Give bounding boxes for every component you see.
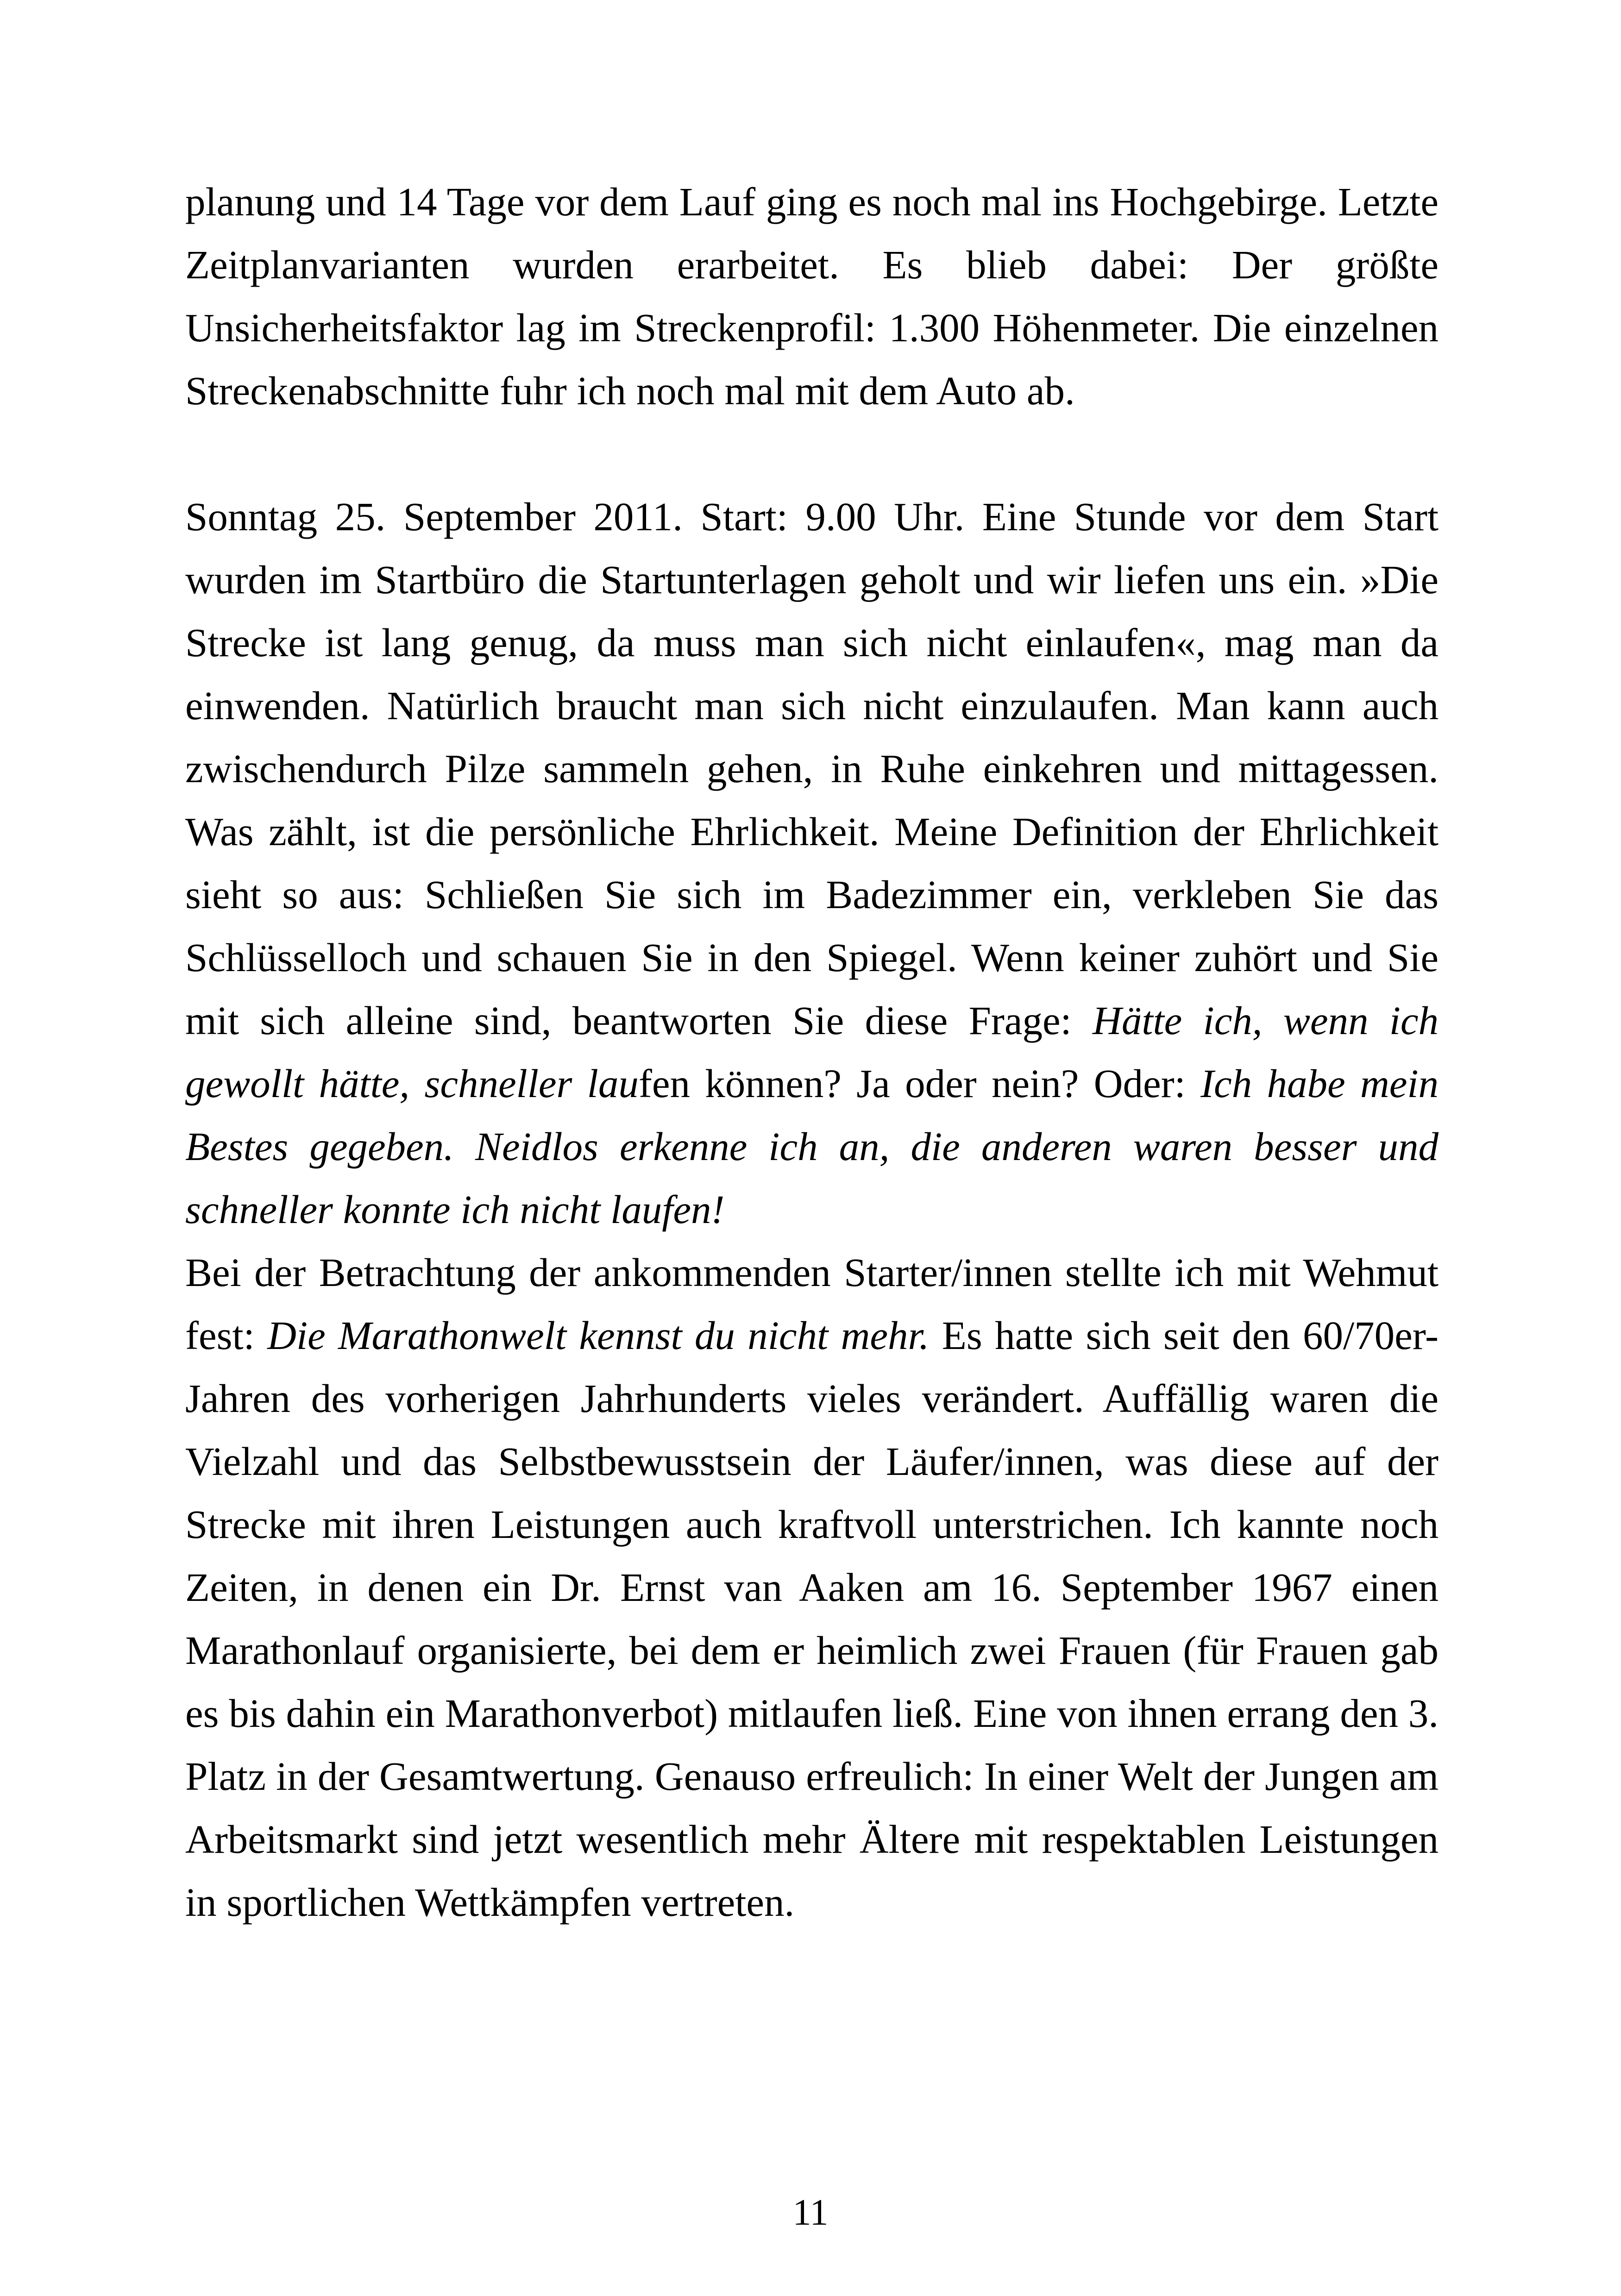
italic-text-run: Ich habe mein Bestes gegeben. Neidlos erkenne ich an, die anderen waren besser und schneller konnte ich nicht laufen! <box>185 1061 1439 1232</box>
paragraph <box>185 485 1439 1241</box>
italic-text-run: Hätte ich, wenn ich gewollt hätte, schneller lau <box>185 998 1439 1106</box>
text-run: fen können? Ja oder nein? Oder: <box>638 1061 1201 1106</box>
paragraph <box>185 1241 1439 1934</box>
paragraph <box>185 170 1439 422</box>
body-text <box>185 170 1439 1934</box>
page-number: 11 <box>792 2192 829 2233</box>
text-run: Sonntag 25. September 2011. Start: 9.00 Uhr. Eine Stunde vor dem Start wurden im Startbüro die Startunterlagen geholt und wir liefen uns ein. »Die Strecke ist lang genug, da muss man sich nicht einlaufen«, mag man da einwenden. Natürlich braucht man sich nicht einzulaufen. Man kann auch zwischendurch Pilze sammeln gehen, in Ruhe einkehren und mittagessen. Was zählt, ist die persönliche Ehrlichkeit. Meine Definition der Ehrlichkeit sieht so aus: Schließen Sie sich im Badezimmer ein, verkleben Sie das Schlüsselloch und schauen Sie in den Spiegel. Wenn keiner zuhört und Sie mit sich alleine sind, beantworten Sie diese Frage: <box>185 494 1439 1043</box>
text-run: planung und 14 Tage vor dem Lauf ging es noch mal ins Hochgebirge. Letzte Zeitplanvarianten wurden erarbeitet. Es blieb dabei: Der größte Unsicherheitsfaktor lag im Streckenprofil: 1.300 Höhenmeter. Die einzelnen Streckenabschnitte fuhr ich noch mal mit dem Auto ab. <box>185 179 1439 413</box>
italic-text-run: Die Marathonwelt kennst du nicht mehr. <box>267 1313 930 1358</box>
text-run: Bei der Betrachtung der ankommenden Starter/innen stellte ich mit Wehmut fest: <box>185 1250 1439 1358</box>
text-run: Es hatte sich seit den 60/70er-Jahren des vorherigen Jahrhunderts vieles verändert. Auffällig waren die Vielzahl und das Selbstbewusstsein der Läufer/innen, was diese auf der Strecke mit ihren Leistungen auch kraftvoll unterstrichen. Ich kannte noch Zeiten, in denen ein Dr. Ernst van Aaken am 16. September 1967 einen Marathonlauf organisierte, bei dem er heimlich zwei Frauen (für Frauen gab es bis dahin ein Marathonverbot) mitlaufen ließ. Eine von ihnen errang den 3. Platz in der Gesamtwertung. Genauso erfreulich: In einer Welt der Jungen am Arbeitsmarkt sind jetzt wesentlich mehr Ältere mit respektablen Leistungen in sportlichen Wettkämpfen vertreten. <box>185 1313 1439 1925</box>
